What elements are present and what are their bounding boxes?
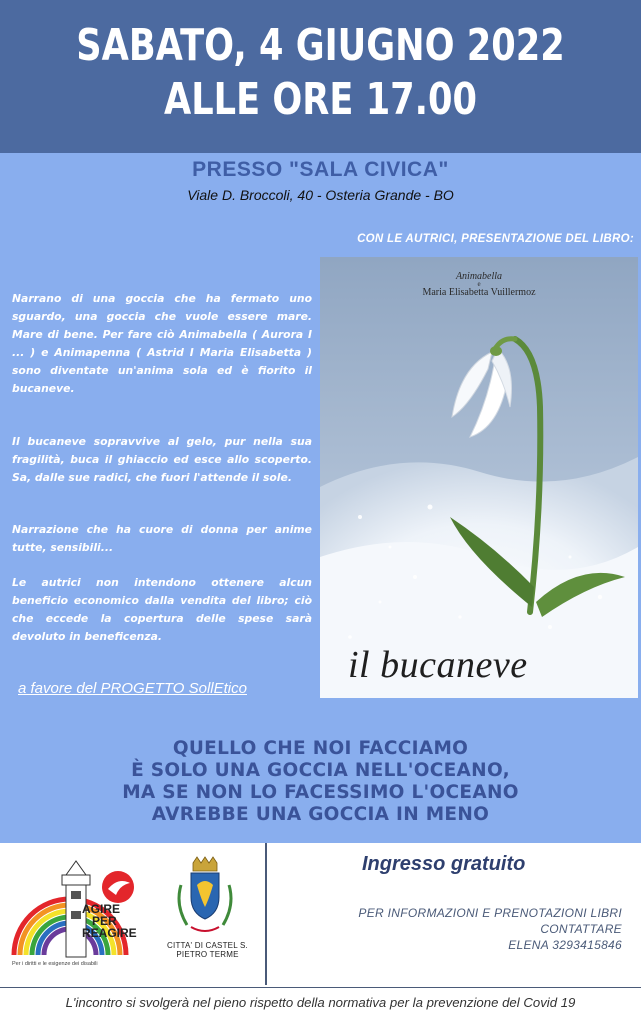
- book-title: il bucaneve: [348, 644, 528, 686]
- contact-line: PER INFORMAZIONI E PRENOTAZIONI LIBRI: [358, 906, 622, 920]
- description-paragraph: Narrano di una goccia che ha fermato uno sguardo, una goccia che vuole essere mare. Mare di bene. Per fare ciò Animabella ( Aurora I ... ) e Animapenna ( Astrid I Maria Elisabetta ) sono diventate un'anima sola ed è fiorito il bucaneve.: [12, 292, 312, 395]
- venue-address: Viale D. Broccoli, 40 - Osteria Grande - BO: [187, 187, 454, 203]
- description-paragraph: Le autrici non intendono ottenere alcun beneficio economico dalla vendita del libro; ciò che eccede la copertura delle spese sarà devoluto in beneficenza.: [12, 576, 312, 643]
- agire-per-reagire-logo: [8, 855, 148, 973]
- book-conjunction: e: [477, 280, 481, 288]
- bottom-divider: [0, 987, 641, 988]
- contact-line: CONTATTARE: [540, 922, 622, 936]
- free-entry-label: Ingresso gratuito: [362, 853, 526, 875]
- description-paragraph: Il bucaneve sopravvive al gelo, pur nella sua fragilità, buca il ghiaccio ed esce allo scoperto. Sa, dalle sue radici, che fuori l'attende il sole.: [12, 435, 312, 484]
- agire-wordmark: [82, 903, 137, 939]
- agire-tagline: Per i diritti e le esigenze dei disabili: [12, 961, 98, 967]
- progetto-link[interactable]: a favore del PROGETTO SollEtico: [18, 680, 247, 697]
- contact-phone[interactable]: ELENA 3293415846: [508, 938, 622, 952]
- covid-notice: L'incontro si svolgerà nel pieno rispetto della normativa per la prevenzione del Covid 19: [65, 995, 576, 1010]
- venue-title: PRESSO "SALA CIVICA": [192, 158, 449, 181]
- per-word: PER: [92, 914, 117, 928]
- book-author-2: Maria Elisabetta Vuillermoz: [422, 287, 536, 298]
- reagire-word: REAGIRE: [82, 926, 137, 940]
- book-cover: [320, 257, 638, 698]
- header-banner: [0, 0, 641, 153]
- agire-word: AGIRE: [82, 902, 121, 916]
- city-crest-icon: [155, 855, 260, 980]
- snowdrop-illustration: [320, 257, 638, 698]
- footer-divider: [265, 843, 267, 985]
- city-name-text: CITTA' DI CASTEL S. PIETRO TERME: [167, 941, 248, 959]
- description-paragraph: Narrazione che ha cuore di donna per anime tutte, sensibili...: [12, 523, 312, 554]
- closing-quote: [0, 738, 641, 826]
- quote-line: QUELLO CHE NOI FACCIAMO: [172, 738, 469, 759]
- quote-line: MA SE NON LO FACESSIMO L'OCEANO: [122, 782, 519, 803]
- quote-line: È SOLO UNA GOCCIA NELL'OCEANO,: [131, 760, 510, 781]
- event-date: SABATO, 4 GIUGNO 2022: [76, 20, 565, 71]
- castel-san-pietro-logo: [155, 855, 260, 980]
- book-author-1: Animabella: [455, 271, 503, 282]
- intro-text: CON LE AUTRICI, PRESENTAZIONE DEL LIBRO:: [357, 233, 634, 245]
- quote-line: AVREBBE UNA GOCCIA IN MENO: [151, 804, 490, 825]
- event-time: ALLE ORE 17.00: [163, 74, 478, 125]
- contact-info: [300, 905, 622, 953]
